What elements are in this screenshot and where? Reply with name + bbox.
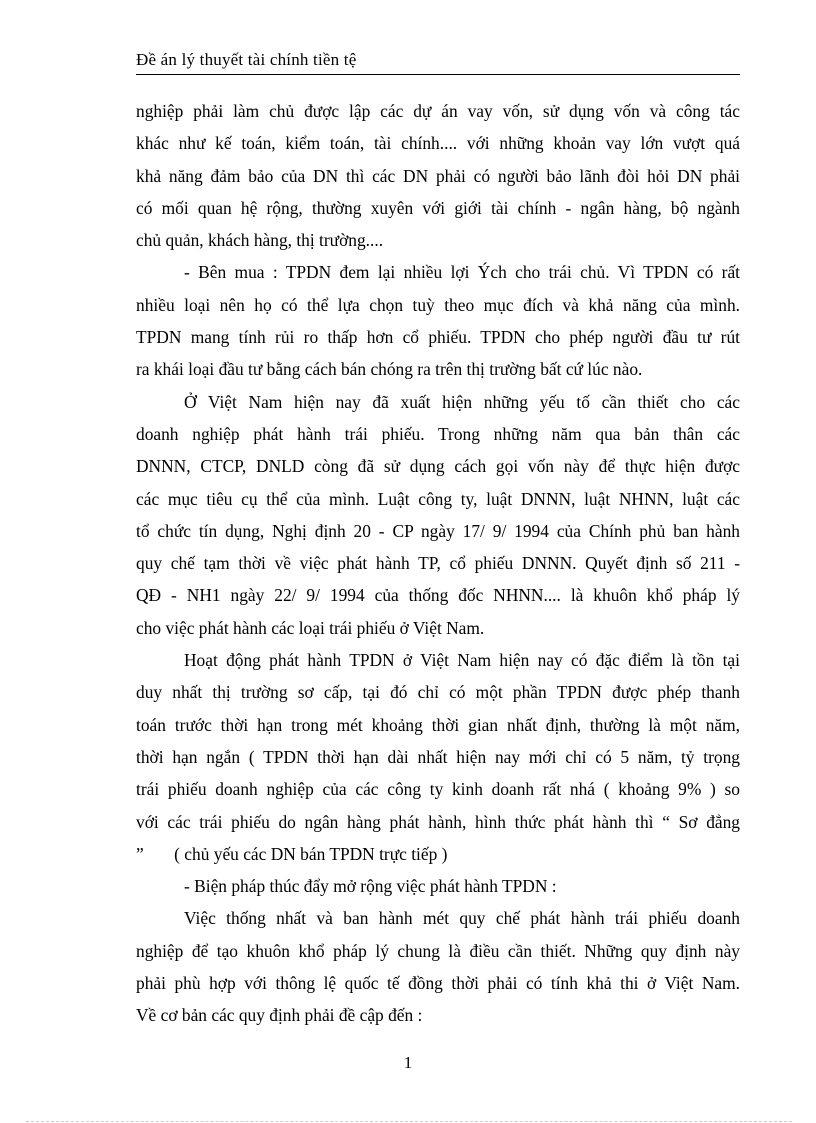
text-line: khác như kế toán, kiểm toán, tài chính.... với những khoản vay lớn vượt quá xyxy=(136,133,740,154)
text-line: nhiều loại nên họ có thể lựa chọn tuỳ theo mục đích và khả năng của mình. xyxy=(136,294,740,315)
text-line: có mối quan hệ rộng, thường xuyên với giới tài chính - ngân hàng, bộ ngành xyxy=(136,197,740,218)
text-line: Về cơ bản các quy định phải đề cập đến : xyxy=(136,1005,423,1026)
text-line: Việc thống nhất và ban hành mét quy chế phát hành trái phiếu doanh xyxy=(184,908,740,929)
text-line: khả năng đảm bảo của DN thì các DN phải có người bảo lãnh đòi hỏi DN phải xyxy=(136,165,740,186)
page-number: 1 xyxy=(403,1053,413,1072)
text-line: quy chế tạm thời về việc phát hành TP, cổ phiếu DNNN. Quyết định số 211 - xyxy=(136,553,740,574)
text-line: toán trước thời hạn trong mét khoảng thời gian nhất định, thường là một năm, xyxy=(136,714,740,735)
text-line: ” ( chủ yếu các DN bán TPDN trực tiếp ) xyxy=(136,843,448,864)
text-line: - Biện pháp thúc đẩy mở rộng việc phát hành TPDN : xyxy=(184,876,557,897)
text-line: Hoạt động phát hành TPDN ở Việt Nam hiện nay có đặc điểm là tồn tại xyxy=(184,650,740,671)
text-line: các mục tiêu cụ thể của mình. Luật công ty, luật DNNN, luật NHNN, luật các xyxy=(136,488,740,509)
text-line: cho việc phát hành các loại trái phiếu ở Việt Nam. xyxy=(136,617,485,638)
text-line: ra khái loại đầu tư bằng cách bán chóng ra trên thị trường bất cứ lúc nào. xyxy=(136,359,643,380)
text-line: TPDN mang tính rủi ro thấp hơn cổ phiếu. TPDN cho phép người đầu tư rút xyxy=(136,327,740,348)
text-line: nghiệp phải làm chủ được lập các dự án vay vốn, sử dụng vốn và công tác xyxy=(136,101,740,121)
text-line: QĐ - NH1 ngày 22/ 9/ 1994 của thống đốc NHNN.... là khuôn khổ pháp lý xyxy=(136,585,740,606)
page-bottom-divider xyxy=(26,1121,792,1122)
text-line: doanh nghiệp phát hành trái phiếu. Trong những năm qua bản thân các xyxy=(136,423,740,444)
page-header xyxy=(136,48,740,75)
text-line: tổ chức tín dụng, Nghị định 20 - CP ngày 17/ 9/ 1994 của Chính phủ ban hành xyxy=(136,520,740,541)
text-line: với các trái phiếu do ngân hàng phát hành, hình thức phát hành thì “ Sơ đẳng xyxy=(136,811,740,832)
text-line: trái phiếu doanh nghiệp của các công ty kinh doanh rất nhá ( khoảng 9% ) so xyxy=(136,779,740,800)
document-body xyxy=(136,95,740,1032)
text-line: DNNN, CTCP, DNLD còng đã sử dụng cách gọi vốn này để thực hiện được xyxy=(136,456,740,477)
text-line: nghiệp để tạo khuôn khổ pháp lý chung là điều cần thiết. Những quy định này xyxy=(136,940,740,961)
text-line: - Bên mua : TPDN đem lại nhiều lợi Ých cho trái chủ. Vì TPDN có rất xyxy=(184,262,740,283)
text-line: thời hạn ngắn ( TPDN thời hạn dài nhất hiện nay mới chỉ có 5 năm, tỷ trọng xyxy=(136,746,740,767)
text-line: phải phù hợp với thông lệ quốc tế đồng thời phải có tính khả thi ở Việt Nam. xyxy=(136,973,740,994)
header-title: Đề án lý thuyết tài chính tiền tệ xyxy=(136,50,357,69)
text-line: Ở Việt Nam hiện nay đã xuất hiện những yếu tố cần thiết cho các xyxy=(184,391,740,412)
text-line: duy nhất thị trường sơ cấp, tại đó chỉ có một phần TPDN được phép thanh xyxy=(136,682,740,703)
text-line: chủ quản, khách hàng, thị trường.... xyxy=(136,230,384,251)
